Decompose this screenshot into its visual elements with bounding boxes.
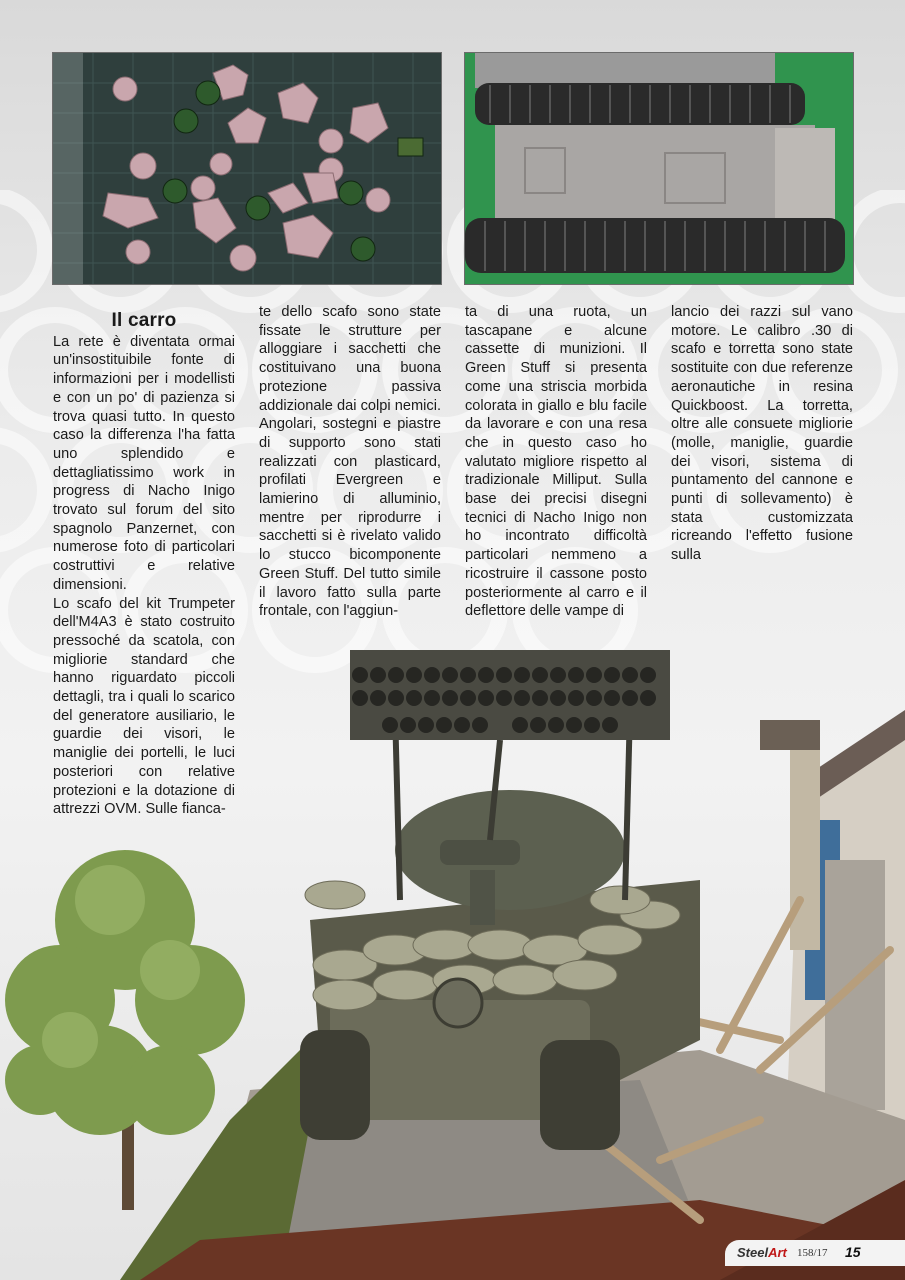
paragraph: La rete è diventata ormai un'insostituibile fonte di informazioni per i modellisti e con un po' di pazienza si trova quasi tutto. In questo caso la differenza l'ha fatta uno splendido e dettagliatissimo work in progress di Nacho Inigo trovato sul forum del sito spagnolo Panzernet, con numerose foto di particolari costruttivi e relative dimensioni. — [53, 333, 235, 593]
page-number: 15 — [845, 1244, 861, 1260]
photo-parts-on-mat — [52, 52, 442, 285]
text-column-3 — [465, 303, 647, 621]
paragraph: lancio dei razzi sul vano motore. Le calibro .30 di scafo e torretta sono state sostituite con due referenze aeronautiche in resina Quickboost. La torretta, oltre alle consuete migliorie (molle, maniglie, guardie dei visori, sistema di puntamento del cannone e punti di sollevamento) è stata customizzata ricreando l'effetto fusione sulla — [671, 304, 853, 564]
issue-number: 158/17 — [797, 1247, 828, 1259]
brand-first: Steel — [737, 1245, 769, 1260]
section-heading: Il carro — [111, 310, 177, 331]
brand-second: Art — [768, 1245, 787, 1260]
page-footer — [715, 1240, 905, 1280]
paragraph: te dello scafo sono state fissate le strutture per alloggiare i sacchetti che costituivano una buona protezione passiva addizionale dai colpi nemici. Angolari, sostegni e piastre di supporto sono stati realizzati con plasticard, profilati Evergreen e lamierino di alluminio, mentre per riprodurre i sacchetti si è rivelato valido lo stucco bicomponente Green Stuff. Del tutto simile il lavoro fatto sulla parte frontale, con l'aggiun- — [259, 304, 441, 620]
paragraph: ta di una ruota, un tascapane e alcune cassette di munizioni. Il Green Stuff si presenta come una striscia morbida colorata in giallo e blu facile da lavorare e con una resa che in questo caso ho valutato migliore rispetto al tradizionale Milliput. Sulla base dei precisi disegni tecnici di Nacho Inigo non ho incontrato difficoltà particolari nemmeno a ricostruire il cassone posto posteriormente al carro e il deflettore delle vampe di — [465, 304, 647, 620]
magazine-brand — [737, 1245, 787, 1260]
photo-hull-with-tracks — [464, 52, 854, 285]
footer-bar — [725, 1240, 905, 1266]
text-column-1 — [53, 308, 235, 819]
text-column-2 — [259, 303, 441, 621]
text-column-4 — [671, 303, 853, 565]
paragraph: Lo scafo del kit Trumpeter dell'M4A3 è stato costruito pressoché da scatola, con migliorie standard che hanno riguardato piccoli dettagli, tra i quali lo scarico del generatore ausiliario, le guardie dei visori, le maniglie dei portelli, le luci posteriori con relative protezioni e la dotazione di attrezzi OVM. Sulle fianca- — [53, 595, 235, 818]
